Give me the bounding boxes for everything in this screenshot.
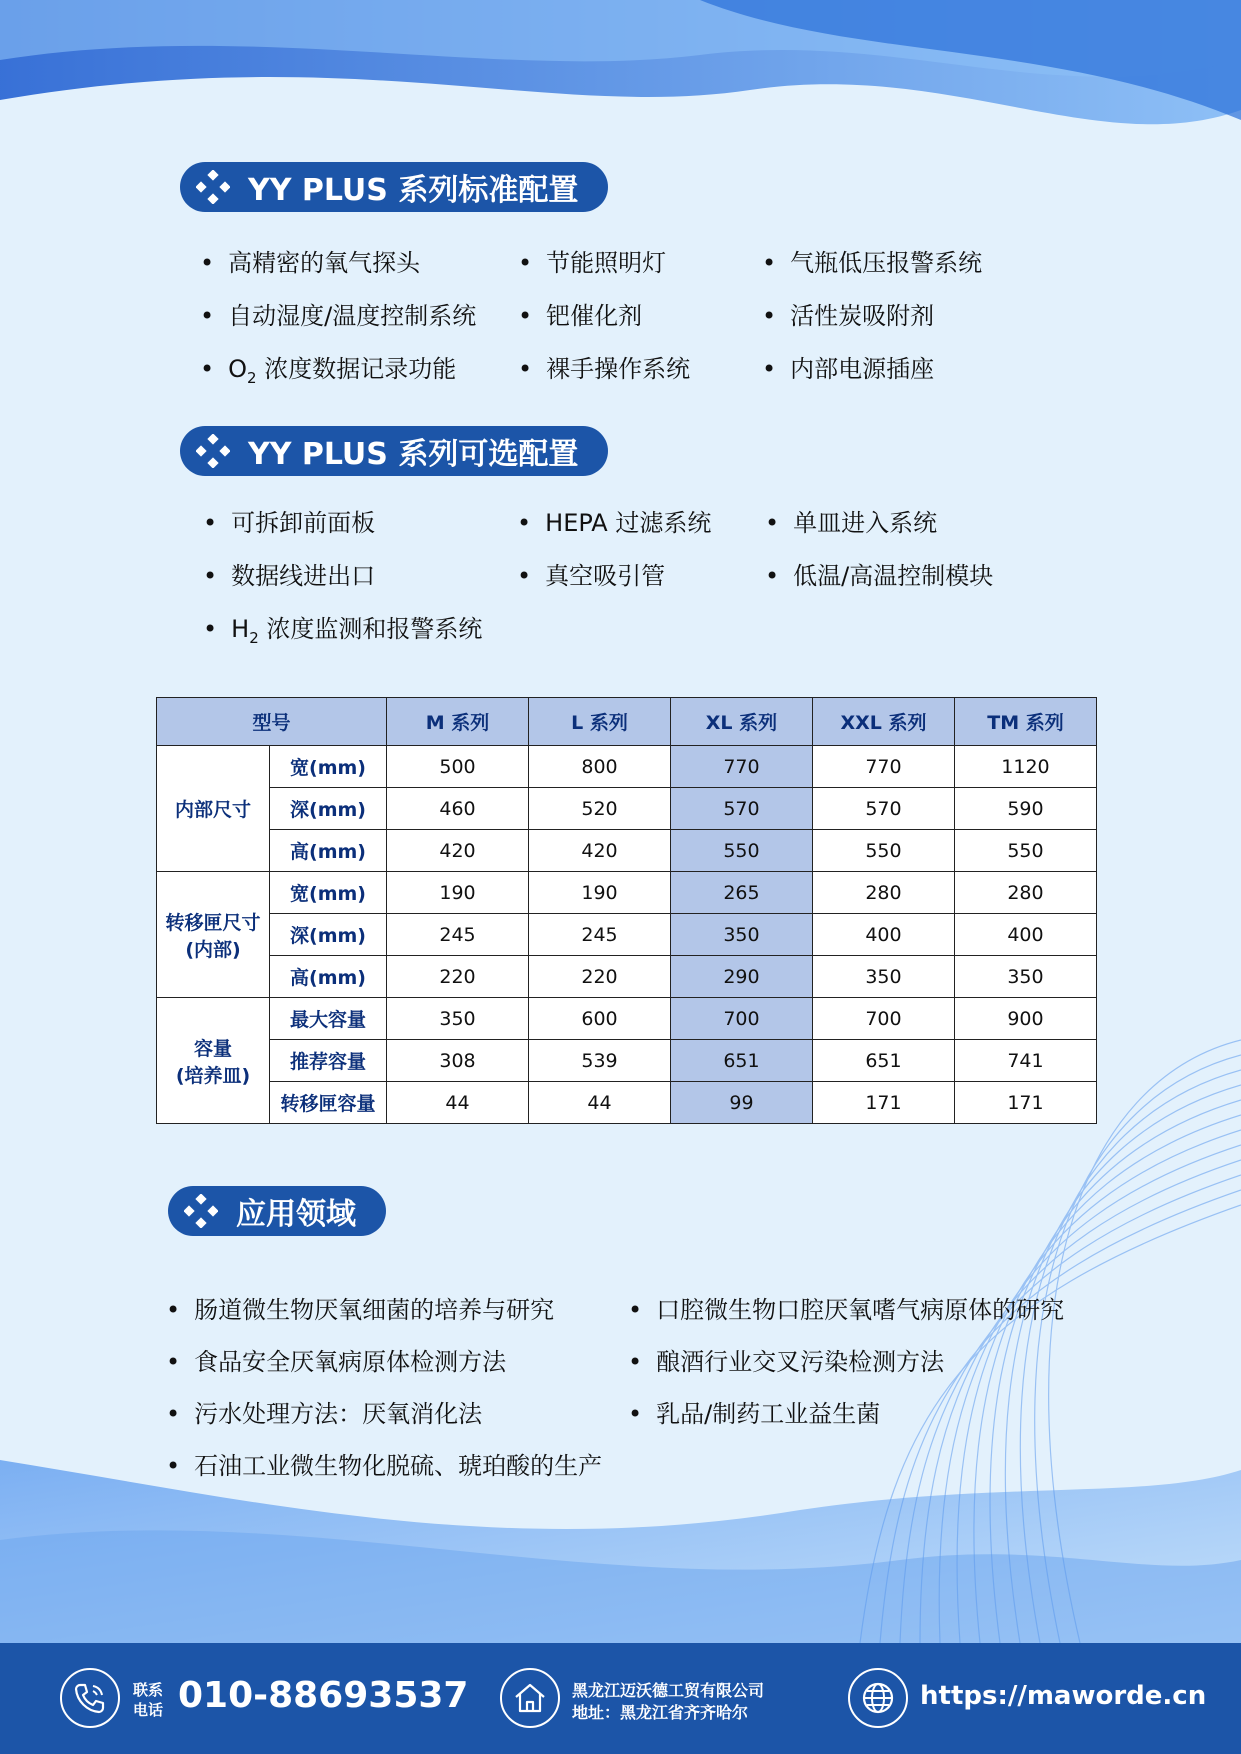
- table-cell: 1120: [954, 746, 1096, 788]
- list-item: • 自动湿度/温度控制系统: [200, 296, 476, 331]
- table-cell: 741: [954, 1040, 1096, 1082]
- list-item: • 活性炭吸附剂: [762, 296, 934, 331]
- table-header-cell: L 系列: [529, 698, 671, 746]
- list-item: • 肠道微生物厌氧细菌的培养与研究: [166, 1290, 554, 1325]
- table-header-cell: XXL 系列: [812, 698, 954, 746]
- row-label: 深(mm): [270, 788, 387, 830]
- table-row: [157, 914, 1097, 956]
- table-cell: 550: [812, 830, 954, 872]
- optional-config-heading: [180, 426, 608, 476]
- h2-item-text: 浓度监测和报警系统: [266, 615, 483, 643]
- home-icon: [512, 1680, 548, 1716]
- phone-icon: [72, 1680, 108, 1716]
- list-item: • 可拆卸前面板: [203, 503, 375, 538]
- globe-icon: [860, 1680, 896, 1716]
- list-item: • 酿酒行业交叉污染检测方法: [628, 1342, 944, 1377]
- group-label-line1: 转移匣尺寸: [165, 911, 261, 934]
- list-item: • 钯催化剂: [518, 296, 642, 331]
- spec-table: [156, 697, 1097, 1124]
- list-item: • 低温/高温控制模块: [765, 556, 993, 591]
- optional-config-title: YY PLUS 系列可选配置: [248, 437, 579, 472]
- table-cell: 770: [670, 746, 812, 788]
- table-cell: 420: [529, 830, 671, 872]
- table-cell: 308: [387, 1040, 529, 1082]
- group-label-line2: (培养皿): [175, 1064, 251, 1087]
- o2-prefix: O: [228, 355, 248, 383]
- list-item: • 乳品/制药工业益生菌: [628, 1394, 880, 1429]
- row-label: 宽(mm): [270, 746, 387, 788]
- company-address: 地址：黑龙江省齐齐哈尔: [572, 1703, 749, 1722]
- table-row: [157, 872, 1097, 914]
- table-cell: 770: [812, 746, 954, 788]
- row-label: 高(mm): [270, 830, 387, 872]
- group-label-line2: (内部): [185, 938, 241, 961]
- table-cell: 700: [812, 998, 954, 1040]
- list-item: • 节能照明灯: [518, 243, 666, 278]
- table-cell: 171: [812, 1082, 954, 1124]
- list-item: • 食品安全厌氧病原体检测方法: [166, 1342, 506, 1377]
- table-row: [157, 1082, 1097, 1124]
- table-cell: 539: [529, 1040, 671, 1082]
- table-header-row: [157, 698, 1097, 746]
- group-label: [157, 998, 270, 1124]
- table-cell: 651: [670, 1040, 812, 1082]
- table-cell: 651: [812, 1040, 954, 1082]
- table-cell: 570: [812, 788, 954, 830]
- table-cell: 900: [954, 998, 1096, 1040]
- list-item: • 裸手操作系统: [518, 349, 690, 384]
- o2-subscript: 2: [247, 368, 257, 387]
- row-label: 宽(mm): [270, 872, 387, 914]
- h2-prefix: H: [231, 615, 250, 643]
- standard-config-heading: [180, 162, 608, 212]
- table-header-cell: 型号: [157, 698, 387, 746]
- table-cell: 400: [812, 914, 954, 956]
- row-label: 高(mm): [270, 956, 387, 998]
- list-item: • 真空吸引管: [517, 556, 665, 591]
- table-cell: 190: [529, 872, 671, 914]
- table-cell: 600: [529, 998, 671, 1040]
- list-item: • 高精密的氧气探头: [200, 243, 420, 278]
- table-cell: 44: [387, 1082, 529, 1124]
- table-cell: 280: [812, 872, 954, 914]
- company-name: 黑龙江迈沃德工贸有限公司: [572, 1681, 765, 1700]
- diamond-cluster-icon: [196, 434, 230, 468]
- table-cell: 800: [529, 746, 671, 788]
- list-item: • 数据线进出口: [203, 556, 375, 591]
- table-cell: 290: [670, 956, 812, 998]
- table-header-cell: TM 系列: [954, 698, 1096, 746]
- list-item: • HEPA 过滤系统: [517, 503, 711, 538]
- list-item: • 石油工业微生物化脱硫、琥珀酸的生产: [166, 1446, 602, 1481]
- h2-subscript: 2: [249, 628, 259, 647]
- table-cell: 44: [529, 1082, 671, 1124]
- table-cell: 460: [387, 788, 529, 830]
- table-cell: 265: [670, 872, 812, 914]
- contact-label-line2: 电话: [133, 1701, 164, 1719]
- standard-config-title: YY PLUS 系列标准配置: [248, 173, 579, 208]
- row-label: 最大容量: [270, 998, 387, 1040]
- table-row: [157, 788, 1097, 830]
- table-row: [157, 1040, 1097, 1082]
- table-row: [157, 746, 1097, 788]
- table-cell: 500: [387, 746, 529, 788]
- application-heading: [168, 1186, 386, 1236]
- table-cell: 245: [387, 914, 529, 956]
- row-label: 深(mm): [270, 914, 387, 956]
- company-info: [572, 1680, 764, 1724]
- diamond-cluster-icon: [184, 1194, 218, 1228]
- table-cell: 400: [954, 914, 1096, 956]
- list-item-o2: [200, 349, 456, 387]
- table-cell: 171: [954, 1082, 1096, 1124]
- phone-icon-circle: [60, 1668, 120, 1728]
- diamond-cluster-icon: [196, 170, 230, 204]
- table-cell: 220: [529, 956, 671, 998]
- table-cell: 350: [670, 914, 812, 956]
- table-cell: 520: [529, 788, 671, 830]
- table-cell: 350: [387, 998, 529, 1040]
- table-row: [157, 830, 1097, 872]
- table-cell: 550: [954, 830, 1096, 872]
- list-item: • 气瓶低压报警系统: [762, 243, 982, 278]
- table-cell: 190: [387, 872, 529, 914]
- table-row: [157, 998, 1097, 1040]
- website-link[interactable]: https://maworde.cn: [920, 1681, 1207, 1711]
- table-cell: 590: [954, 788, 1096, 830]
- home-icon-circle: [500, 1668, 560, 1728]
- phone-number[interactable]: 010-88693537: [178, 1675, 469, 1716]
- application-title: 应用领域: [236, 1197, 356, 1232]
- table-header-cell: XL 系列: [670, 698, 812, 746]
- table-cell: 245: [529, 914, 671, 956]
- footer-bar: [0, 1643, 1241, 1754]
- globe-icon-circle: [848, 1668, 908, 1728]
- table-cell: 220: [387, 956, 529, 998]
- list-item: • 口腔微生物口腔厌氧嗜气病原体的研究: [628, 1290, 1064, 1325]
- row-label: 推荐容量: [270, 1040, 387, 1082]
- table-cell: 350: [812, 956, 954, 998]
- row-label: 转移匣容量: [270, 1082, 387, 1124]
- table-cell: 550: [670, 830, 812, 872]
- o2-item-text: 浓度数据记录功能: [264, 355, 457, 383]
- list-item: • 单皿进入系统: [765, 503, 937, 538]
- table-cell: 570: [670, 788, 812, 830]
- table-row: [157, 956, 1097, 998]
- group-label-line1: 容量: [193, 1037, 232, 1060]
- group-label: 内部尺寸: [157, 746, 270, 872]
- list-item: • 污水处理方法：厌氧消化法: [166, 1394, 482, 1429]
- table-cell: 280: [954, 872, 1096, 914]
- table-cell: 420: [387, 830, 529, 872]
- list-item: • 内部电源插座: [762, 349, 934, 384]
- table-cell: 99: [670, 1082, 812, 1124]
- contact-label: [133, 1680, 163, 1720]
- table-cell: 350: [954, 956, 1096, 998]
- table-cell: 700: [670, 998, 812, 1040]
- contact-label-line1: 联系: [133, 1681, 164, 1699]
- group-label: [157, 872, 270, 998]
- list-item-h2: [203, 609, 482, 647]
- table-header-cell: M 系列: [387, 698, 529, 746]
